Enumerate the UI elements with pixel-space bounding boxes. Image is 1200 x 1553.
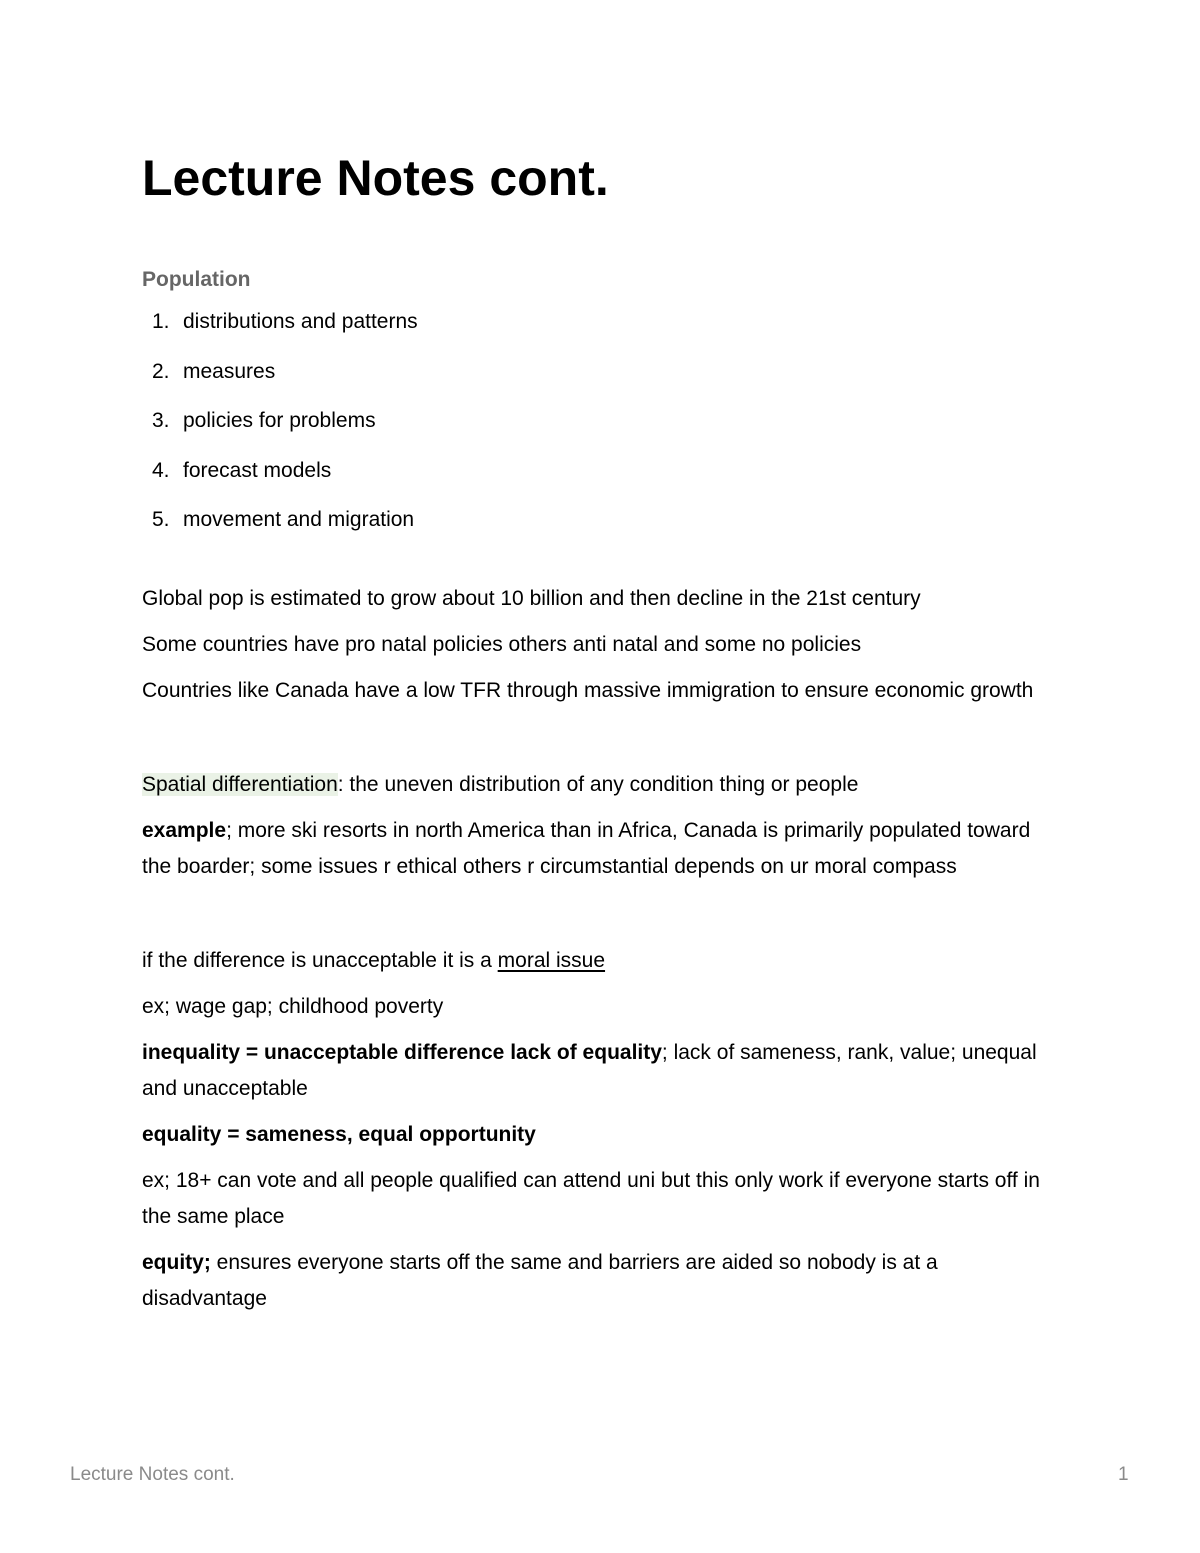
underlined-term: moral issue [497, 948, 606, 972]
list-item-text: measures [183, 359, 276, 383]
paragraph-equality [142, 1117, 1062, 1153]
list-item-text: policies for problems [183, 409, 376, 432]
paragraph-voting: ex; 18+ can vote and all people qualified can attend uni but this only work if everyone starts off in the same place [142, 1168, 1040, 1228]
highlighted-term: Spatial differentiation [142, 772, 338, 796]
list-item-text: distributions and patterns [183, 310, 418, 333]
inequality-text: ; lack of sameness, rank, value; unequal and unacceptable [142, 1040, 1037, 1100]
bold-label: example [142, 818, 227, 842]
list-item [142, 457, 1062, 485]
paragraph-example [142, 813, 1062, 885]
list-item [142, 358, 1062, 386]
paragraph-inequality [142, 1035, 1062, 1107]
page-title: Lecture Notes cont. [142, 150, 609, 206]
list-number: 4. [152, 458, 170, 482]
list-item [142, 506, 1062, 534]
list-item-text: movement and migration [183, 508, 415, 531]
paragraph-spatial-differentiation [142, 767, 1062, 803]
paragraph-global-pop: Global pop is estimated to grow about 10 billion and then decline in the 21st century [142, 586, 921, 610]
page-number: 1 [1118, 1464, 1129, 1485]
topics-list [142, 308, 1062, 534]
paragraph-equity [142, 1245, 1062, 1317]
section-heading: Population [142, 268, 251, 291]
bold-label: equity; [142, 1250, 211, 1274]
list-number: 2. [152, 359, 170, 383]
list-item-text: forecast models [183, 458, 332, 482]
document-body [142, 146, 1062, 1317]
list-number: 1. [152, 310, 170, 333]
paragraph-wage-gap: ex; wage gap; childhood poverty [142, 994, 444, 1018]
example-text: ; more ski resorts in north America than in Africa, Canada is primarily populated toward the boarder; some issues r ethical others r circumstantial depends on ur moral compass [142, 818, 1031, 878]
list-number: 3. [152, 409, 170, 432]
paragraph-moral-issue [142, 943, 1062, 979]
equity-text: ensures everyone starts off the same and barriers are aided so nobody is at a disadvantage [142, 1250, 938, 1310]
list-item [142, 308, 1062, 336]
definition-text: : the uneven distribution of any condition thing or people [337, 772, 859, 796]
paragraph-canada: Countries like Canada have a low TFR through massive immigration to ensure economic growth [142, 678, 1034, 702]
bold-definition: equality = sameness, equal opportunity [142, 1122, 536, 1146]
spacer [142, 556, 1062, 581]
paragraph-natal-policies: Some countries have pro natal policies others anti natal and some no policies [142, 632, 862, 656]
bold-definition: inequality = unacceptable difference lack of equality [142, 1040, 662, 1064]
footer-title: Lecture Notes cont. [70, 1464, 235, 1485]
moral-issue-text: if the difference is unacceptable it is a [142, 948, 498, 972]
list-item [142, 407, 1062, 435]
list-number: 5. [152, 508, 170, 531]
